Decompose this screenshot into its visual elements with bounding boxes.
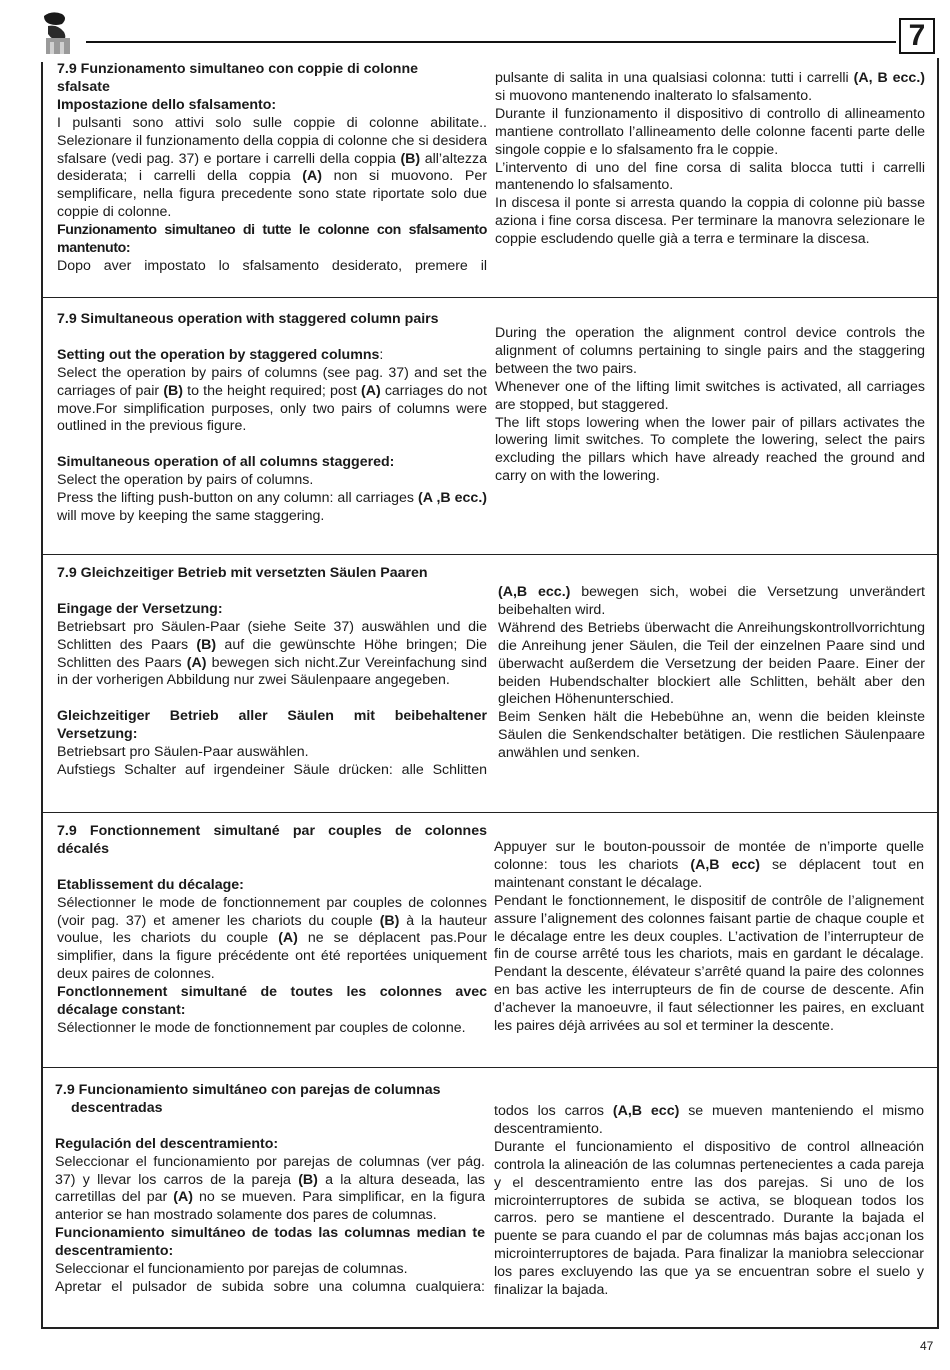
paragraph: Appuyer sur le bouton-poussoir de montée de n’importe quelle colonne: tous les chariots (A,B ecc) se déplacent tout en maintenant constant le décalage. xyxy=(494,839,924,891)
header-rule xyxy=(86,41,896,43)
section-divider xyxy=(41,1067,937,1068)
paragraph: Whenever one of the lifting limit switches is activated, all carriages are stopped, but staggered. xyxy=(495,378,925,413)
chapter-number-badge: 7 xyxy=(899,18,935,54)
german-right-column xyxy=(498,584,925,763)
subheading: Regulación del descentramiento: xyxy=(55,1135,279,1152)
subheading: Funcionamiento simultáneo de todas las columnas median te descentramiento: xyxy=(55,1225,485,1260)
english-left-column xyxy=(57,311,487,526)
subheading: Etablissement du décalage: xyxy=(57,876,244,893)
paragraph: pulsante di salita in una qualsiasi colonna: tutti i carrelli (A, B ecc.) si muovono mantenendo inalterato lo sfalsamento. xyxy=(495,70,925,104)
paragraph: (A,B ecc.) bewegen sich, wobei die Versetzung unverändert beibehalten wird. xyxy=(498,584,925,618)
frame-bottom-border xyxy=(41,1327,939,1329)
subheading: Simultaneous operation of all columns staggered: xyxy=(57,454,395,471)
german-left-column xyxy=(57,565,487,780)
paragraph: todos los carros (A,B ecc) se mueven manteniendo el mismo descentramiento. xyxy=(494,1103,924,1137)
paragraph: L’intervento di uno del fine corsa di salita blocca tutti i carrelli mantenendo lo sfalsamento. xyxy=(495,159,925,194)
frame-left-border xyxy=(41,62,43,1329)
french-left-column xyxy=(57,823,487,1038)
page-number: 47 xyxy=(920,1339,934,1353)
section-title: 7.9 Funzionamento simultaneo con coppie di colonne sfalsate xyxy=(57,61,419,95)
section-title: 7.9 Fonctionnement simultané par couples de colonnes décalés xyxy=(57,823,487,857)
italian-right-column xyxy=(495,70,925,249)
paragraph: Betriebsart pro Säulen-Paar auswählen. xyxy=(57,744,309,761)
section-divider xyxy=(41,297,937,298)
paragraph: Dopo aver impostato lo sfalsamento desiderato, premere il xyxy=(57,257,487,274)
frame-right-border xyxy=(937,58,939,1329)
paragraph: Seleccionar el funcionamiento por parejas de columnas. xyxy=(55,1261,408,1278)
section-divider xyxy=(41,812,937,813)
section-divider xyxy=(41,554,937,555)
paragraph: Beim Senken hält die Hebebühne an, wenn die beiden kleinste Säulen die Senkendschalter betätigen. Die restlichen Säulenpaare anwählen und senken. xyxy=(498,709,925,762)
subheading: Setting out the operation by staggered columns: xyxy=(57,346,384,363)
paragraph: Select the operation by pairs of columns (see pag. 37) and set the carriages of pair (B) to the height required; post (A) carriages do not move.For simplification purposes, only two pairs of columns were outlined in the previous figure. xyxy=(57,364,487,435)
subheading: Impostazione dello sfalsamento: xyxy=(57,96,277,113)
paragraph: Press the lifting push-button on any column: all carriages (A ,B ecc.) will move by keeping the same staggering. xyxy=(57,490,487,524)
paragraph: Apretar el pulsador de subida sobre una columna cualquiera: xyxy=(55,1278,485,1295)
spanish-right-column xyxy=(494,1103,924,1300)
paragraph: Durante el funcionamiento el dispositivo de control allneación controla la alineación de las columnas pertenecientes a cada pareja y el descentramiento entre las dos parejas. Si uno de los microinterruptores de subida se activa, se bloquean todos los carros. pero se mantiene el descentrado. Durante la bajada el puente se para cuando el par de columnas más bajas acc¡onan los microinterruptores de bajada. Para finalizar la maniobra seleccionar los pares excluyendo las que ya se encuentran sobre el suelo y finalizar la bajada. xyxy=(494,1138,924,1299)
section-title: 7.9 Gleichzeitiger Betrieb mit versetzten Säulen Paaren xyxy=(57,565,428,581)
paragraph: I pulsanti sono attivi solo sulle coppie di colonne abilitate.. Selezionare il funzionamento della coppia di colonne che si desidera sfalsare (vedi pag. 37) e portare i carrelli della coppia (B) all’altezza desiderata; i carrelli della coppia (A) non si muovono. Per semplificare, nella figura precedente sono state riportate solo due coppie di colonne. xyxy=(57,114,487,221)
paragraph: Aufstiegs Schalter auf irgendeiner Säule drücken: alle Schlitten xyxy=(57,761,487,778)
subheading: Funzionamento simultaneo di tutte le colonne con sfalsamento mantenuto: xyxy=(57,222,487,257)
paragraph: The lift stops lowering when the lower pair of pillars activates the lowering limit switches. To complete the lowering, select the pairs excluding the pillars which have already reached the ground and carry on with the lowering. xyxy=(495,414,925,485)
paragraph: Betriebsart pro Säulen-Paar (siehe Seite 37) auswählen und die Schlitten des Paars (B) auf die gewünschte Höhe bringen; Die Schlitten des Paars (A) bewegen sich nicht.Zur Vereinfachung sind in der vorherigen Abbildung nur zwei Säulenpaare angegeben. xyxy=(57,618,487,689)
paragraph: Während des Betriebs überwacht die Anreihungskontrollvorrichtung die Anreihung jener Säulen, die Teil der einzelnen Paare sind und überwacht außerdem die Versetzung der beiden Paare. Einer der beiden Hubendschalter blockiert alle Schlitten, behält aber den gleichen Höhenunterschied. xyxy=(498,619,925,708)
paragraph: Select the operation by pairs of columns. xyxy=(57,472,314,489)
paragraph: Sélectionner le mode de fonctionnement par couples de colonnes (voir pag. 37) et amener les chariots du couple (B) à la hauteur voulue, les chariots du couple (A) ne se déplacent pas.Pour simplifier, dans la figure précédente ont été reportées uniquement deux paires de colonnes. xyxy=(57,894,487,983)
section-title: 7.9 Simultaneous operation with staggered column pairs xyxy=(57,311,439,327)
paragraph: Durante il funzionamento il dispositivo di controllo di allineamento mantiene controllato l’allineamento delle colonne facenti parte delle singole coppie e lo sfalsamento fra le coppie. xyxy=(495,105,925,158)
section-title: 7.9 Funcionamiento simultáneo con parejas de columnas descentradas xyxy=(55,1082,441,1116)
subheading: Fonctlonnement simultané de toutes les colonnes avec décalage constant: xyxy=(57,984,487,1019)
italian-left-column xyxy=(57,61,487,276)
spanish-left-column xyxy=(55,1082,485,1297)
paragraph: Seleccionar el funcionamiento por parejas de columnas (ver pág. 37) y llevar los carros de la pareja (B) a la altura deseada, las carretillas del par (A) no se mueven. Para simplificar, en la figura anterior se han mostrado solamente dos pares de columnas. xyxy=(55,1153,485,1224)
subheading: Gleichzeitiger Betrieb aller Säulen mit beibehaltener Versetzung: xyxy=(57,708,487,743)
paragraph: During the operation the alignment control device controls the alignment of columns pertaining to single pairs and the staggering between the two pairs. xyxy=(495,325,925,377)
french-right-column xyxy=(494,839,924,1036)
paragraph: Sélectionner le mode de fonctionnement par couples de colonne. xyxy=(57,1019,466,1036)
subheading: Eingage der Versetzung: xyxy=(57,600,223,617)
brand-logo-icon xyxy=(38,10,78,58)
english-right-column xyxy=(495,325,925,486)
paragraph: In discesa il ponte si arresta quando la coppia di colonne più basse aziona i fine corsa discesa. Per terminare la manovra selezionare le coppie escludendo quelle già a terra e terminare la discesa. xyxy=(495,195,925,248)
paragraph: Pendant le fonctionnement, le dispositif de contrôle de l’alignement assure l’alignement des colonnes faisant partie de chaque couple et le décalage entre les deux couples. L’activation de l’interrupteur de fin de course arrêté tous les chariots, mais en gardant le décalage. Pendant la descente, élévateur s’arrêté quand la paire des colonnes en bas active les interrupteurs de fin de course de descente. Afin d’achever la manoeuvre, il faut sélectionner les paires, en excluant les paires déjà arrivées au sol et terminer la descente. xyxy=(494,892,924,1035)
